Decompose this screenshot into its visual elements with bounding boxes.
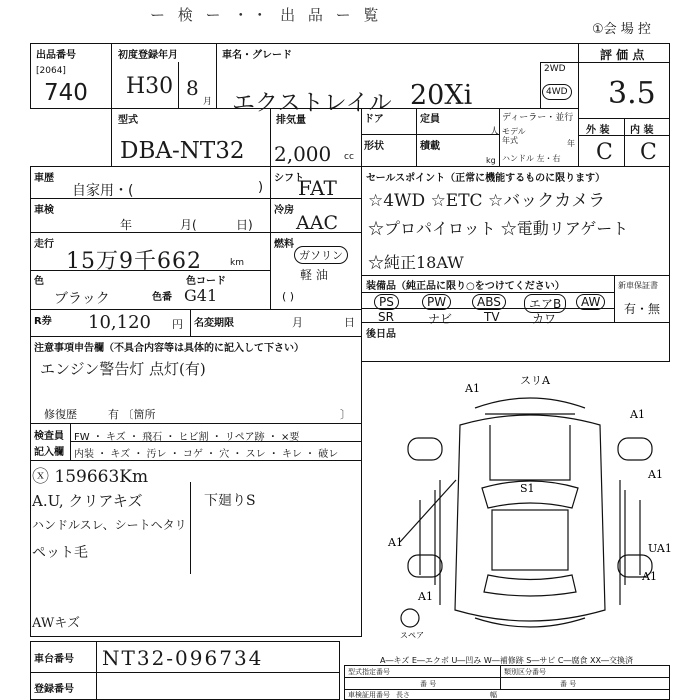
dealer-line2: モデル [502,127,526,136]
warranty-month: 月 [292,316,303,329]
ac-label: 冷房 [274,205,294,216]
after-date-cell [361,322,670,362]
checker-inner-divider [190,482,191,574]
notes-text: エンジン警告灯 点灯(有) [40,360,206,378]
checker-line-1: ⓧ 159663Km [32,467,149,487]
displacement-label: 排気量 [276,115,306,126]
roof [492,510,568,570]
form-title: ー 検 ー ・・ 出 品 ー 覧 [150,6,383,24]
displacement-value: 2,000 [274,142,332,166]
footer-cell-7: 番 号 [560,680,577,688]
mid-line-1 [270,198,362,199]
model-label: 車名・グレード [222,50,292,61]
int-label: 内 装 [630,125,654,136]
footer-cell-1: 型式指定番号 [348,668,390,676]
mileage-value: 15万9千662 [66,249,202,274]
mark-9: A1 [642,570,657,583]
fuel-paren: ( ) [282,290,295,303]
wheel-front-right [618,438,652,460]
lot-number: 740 [44,80,88,106]
load-label: 積載 [420,141,440,152]
equipment-divider [614,275,615,323]
notes-label: 注意事項申告欄（不具合内容等は具体的に記入して下さい） [34,343,304,354]
repair-opts: 有 〔箇所 [108,408,156,421]
rating-label: 評 価 点 [600,48,645,62]
sales-line-1: ☆4WD ☆ETC ☆バックカメラ [368,191,606,211]
checker-line-5: AWキズ [32,616,80,631]
recycle-unit: 円 [172,318,183,331]
drive-4wd[interactable]: 4WD [542,84,572,100]
registration-label: 登録番号 [34,684,74,695]
mark-1: A1 [465,382,480,395]
color-code-label: 色コード [186,276,226,287]
inspection-label: 車検 [34,205,54,216]
color-code: G41 [184,286,218,305]
fuel-opt2: 軽 油 [300,268,328,282]
chassis-value: NT32-096734 [102,646,264,670]
mileage-unit: km [230,258,244,268]
shift-value: FAT [298,176,337,200]
rating-score: 3.5 [608,76,656,111]
capacity-label: 定員 [420,114,440,125]
ext-int-divider [624,118,625,167]
left-line-3 [30,270,271,271]
rating-label-line [578,62,670,63]
ext-label: 外 装 [586,125,610,136]
checker-line-3: ハンドルスレ、シートヘタリ [32,518,187,532]
spare-label: スペア [400,631,424,640]
body-outline [455,415,605,621]
equip-row-line-1 [361,292,614,293]
ac-value: AAC [296,212,338,234]
checker-head-line [30,460,362,461]
int-grade: C [640,140,657,165]
mark-4: A1 [648,468,663,481]
mark-6: A1 [388,536,403,549]
footer-divider [500,665,501,689]
type-value: DBA-NT32 [120,138,245,164]
drive-top-line [540,62,579,63]
left-line-1 [30,198,271,199]
footer-cell-4: 長さ [396,691,410,699]
rear-bumper [475,618,585,627]
footer-cell-6: 番 号 [420,680,437,688]
checker-line-2: A.U, クリアキズ [32,492,143,510]
checker-line-2b: 下廻りS [204,493,256,509]
after-date-label: 後日品 [366,329,396,340]
damage-legend: A―キズ E―エクボ U―凹み W―補修跡 S―サビ C―腐食 XX―交換済 [380,656,634,665]
model-name: エクストレイル [232,90,392,116]
equip-pw[interactable]: PW [422,294,451,310]
repair-label: 修復歴 [44,408,77,421]
equip-airbag[interactable]: エアB [524,294,566,313]
checker-line-4: ペット毛 [32,545,88,561]
category-close: ) [258,180,264,195]
equip-leather: カワ [532,312,557,326]
load-unit: kg [486,156,496,165]
hood [490,425,570,480]
spare-tire [401,609,419,627]
first-reg-era-year: H30 [126,74,174,99]
lot-sub: [2064] [36,66,66,76]
mark-7: A1 [418,590,433,603]
color-label: 色 [34,276,44,287]
registration-cell [30,672,340,700]
checker-divider [70,423,71,461]
dealer-handle: ハンドル 左・右 [502,154,561,163]
recycle-value: 10,120 [88,312,151,333]
drive-divider [540,62,541,109]
fuel-opt1[interactable]: ガソリン [294,246,348,264]
footer-line-1 [344,677,670,678]
rear-window [484,575,576,596]
first-reg-label: 初度登録年月 [118,50,178,61]
mark-2: スリA [520,374,550,387]
mark-5: S1 [520,482,535,495]
dealer-line1: ディーラー・並行 [502,113,574,123]
ext-int-line [578,135,670,136]
warranty-opts: 有・無 [624,302,661,316]
shape-label: 形状 [364,141,384,152]
equipment-label: 装備品（純正品に限り○をつけてください） [366,281,565,292]
door-label: ドア [364,114,384,125]
front-bumper [475,398,585,408]
equip-ps[interactable]: PS [374,294,399,310]
checker-label-1: 検査員 [34,431,64,442]
equip-aw[interactable]: AW [576,294,605,310]
fuel-label: 燃料 [274,239,294,250]
repair-close: 〕 [340,408,351,421]
color-value: ブラック [54,291,110,307]
wheel-rear-left [408,555,442,577]
footer-line-2 [344,689,670,690]
type-label: 型式 [118,115,138,126]
chassis-label: 車台番号 [34,654,74,665]
dealer-line3: 年式 [502,136,518,145]
first-reg-month: 8 [186,76,199,100]
first-reg-divider [178,62,179,108]
inspection-day: 日) [236,218,253,232]
mid-line-2 [270,232,362,233]
left-line-2 [30,232,271,233]
inspection-year: 年 [120,218,133,232]
new-car-warranty-label: 新車保証書 [618,281,658,290]
mileage-label: 走行 [34,239,54,250]
warranty-label: 名変期限 [194,318,234,329]
equip-sr: SR [378,310,394,324]
category-label: 車歴 [34,173,54,184]
warranty-day: 日 [344,316,355,329]
displacement-unit: cc [344,152,354,162]
wheel-front-left [408,438,442,460]
mark-3: A1 [630,408,645,421]
footer-cell-5: 幅 [490,691,497,699]
footer-cell-3: 車検証用番号 [348,691,390,699]
car-damage-diagram [380,370,680,650]
model-grade: 20Xi [410,80,473,111]
checker-row-2: 内装 ・ キズ ・ 汚レ ・ コゲ ・ 穴 ・ スレ ・ キレ ・ 破レ [74,449,339,460]
equip-navi: ナビ [428,312,453,326]
sales-line-3: ☆純正18AW [368,253,464,272]
equip-tv: TV [484,310,500,324]
drive-2wd: 2WD [544,64,566,74]
category-value: 自家用・( [72,183,134,199]
ext-grade: C [596,140,613,165]
checker-row-1: FW ・ キズ ・ 飛石 ・ ヒビ割 ・ リペア跡 ・ ×要 [74,432,300,443]
color-no-label: 色番 [152,292,172,303]
recycle-label: R券 [34,316,52,327]
sales-label: セールスポイント（正常に機能するものに限ります） [366,173,606,184]
mark-8: UA1 [648,542,672,555]
sales-line-2: ☆プロパイロット ☆電動リアゲート [368,219,629,238]
inspection-month: 月( [180,218,197,232]
footer-cell-2: 類別区分番号 [504,668,546,676]
dealer-line4: 年 [567,139,575,148]
capacity-unit: 人 [490,127,500,137]
lot-label: 出品番号 [36,50,76,61]
first-reg-month-unit: 月 [203,97,213,107]
equip-abs[interactable]: ABS [472,294,506,310]
checker-label-2: 記入欄 [34,447,64,458]
shift-label: シフト [274,173,304,184]
venue-copy-label: ①会 場 控 [592,22,651,37]
